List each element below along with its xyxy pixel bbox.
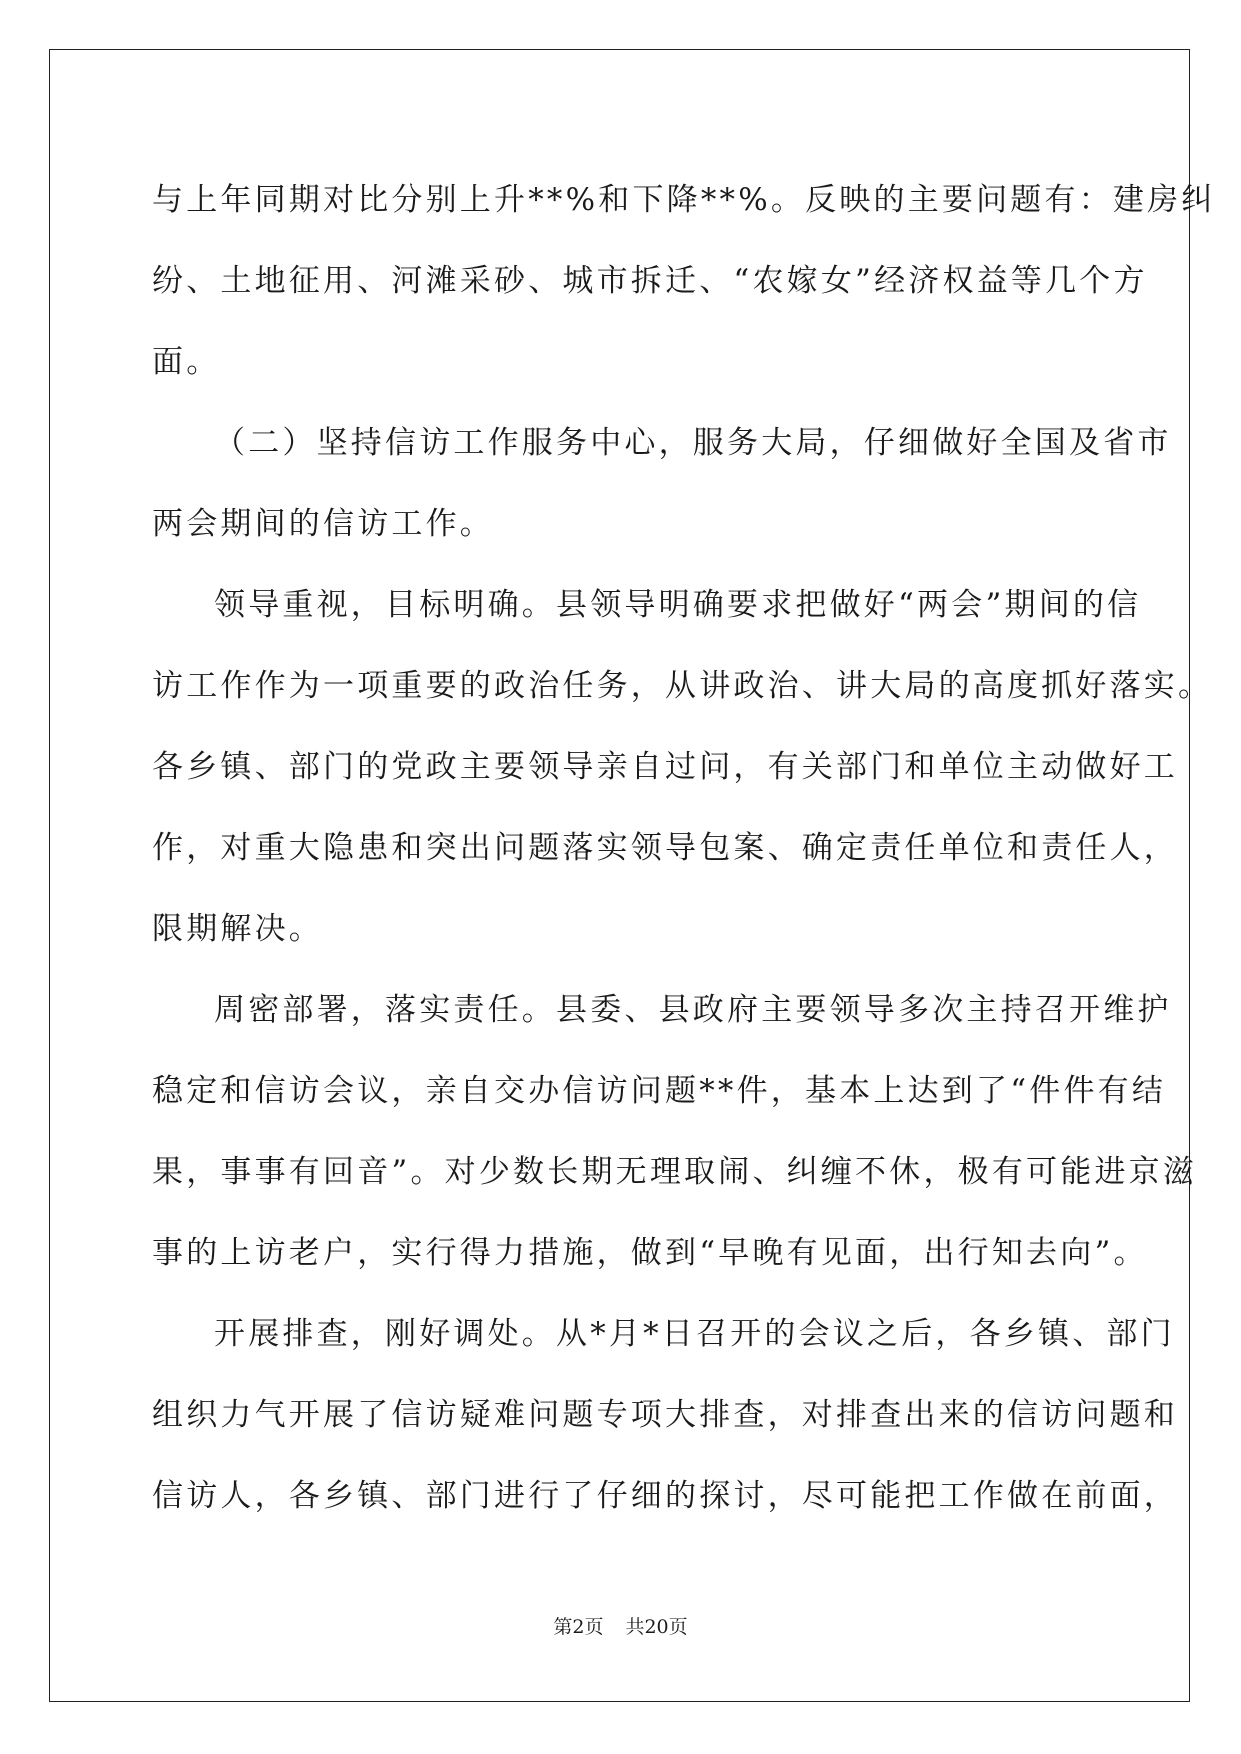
page-number: 第2页 bbox=[553, 1616, 604, 1638]
text-line: 组织力气开展了信访疑难问题专项大排查，对排查出来的信访问题和 bbox=[152, 1397, 1178, 1433]
text-line: 作，对重大隐患和突出问题落实领导包案、确定责任单位和责任人， bbox=[152, 830, 1178, 866]
text-line: （二）坚持信访工作服务中心，服务大局，仔细做好全国及省市 bbox=[214, 425, 1172, 461]
text-line: 事的上访老户，实行得力措施，做到“早晚有见面，出行知去向”。 bbox=[152, 1235, 1148, 1271]
page-total: 共20页 bbox=[625, 1616, 688, 1638]
paragraph-1 bbox=[152, 160, 1216, 403]
text-line: 面。 bbox=[152, 344, 221, 380]
paragraph-5 bbox=[152, 1294, 1178, 1537]
text-line: 信访人，各乡镇、部门进行了仔细的探讨，尽可能把工作做在前面， bbox=[152, 1478, 1178, 1514]
text-line: 纷、土地征用、河滩采砂、城市拆迁、“农嫁女”经济权益等几个方 bbox=[152, 263, 1148, 299]
text-line: 两会期间的信访工作。 bbox=[152, 506, 494, 542]
paragraph-4 bbox=[152, 970, 1198, 1294]
document-body bbox=[152, 160, 1216, 1537]
page-footer bbox=[0, 1612, 1241, 1639]
text-line: 领导重视，目标明确。县领导明确要求把做好“两会”期间的信 bbox=[214, 587, 1142, 623]
text-line: 与上年同期对比分别上升**%和下降**%。反映的主要问题有：建房纠 bbox=[152, 182, 1216, 218]
paragraph-2 bbox=[152, 403, 1172, 565]
text-line: 果，事事有回音”。对少数长期无理取闹、纠缠不休，极有可能进京滋 bbox=[152, 1154, 1198, 1190]
text-line: 周密部署，落实责任。县委、县政府主要领导多次主持召开维护 bbox=[214, 992, 1172, 1028]
text-line: 各乡镇、部门的党政主要领导亲自过问，有关部门和单位主动做好工 bbox=[152, 749, 1178, 785]
text-line: 开展排查，刚好调处。从*月*日召开的会议之后，各乡镇、部门 bbox=[214, 1316, 1175, 1352]
paragraph-3 bbox=[152, 565, 1213, 970]
text-line: 限期解决。 bbox=[152, 911, 323, 947]
text-line: 稳定和信访会议，亲自交办信访问题**件，基本上达到了“件件有结 bbox=[152, 1073, 1167, 1109]
text-line: 访工作作为一项重要的政治任务，从讲政治、讲大局的高度抓好落实。 bbox=[152, 668, 1213, 704]
